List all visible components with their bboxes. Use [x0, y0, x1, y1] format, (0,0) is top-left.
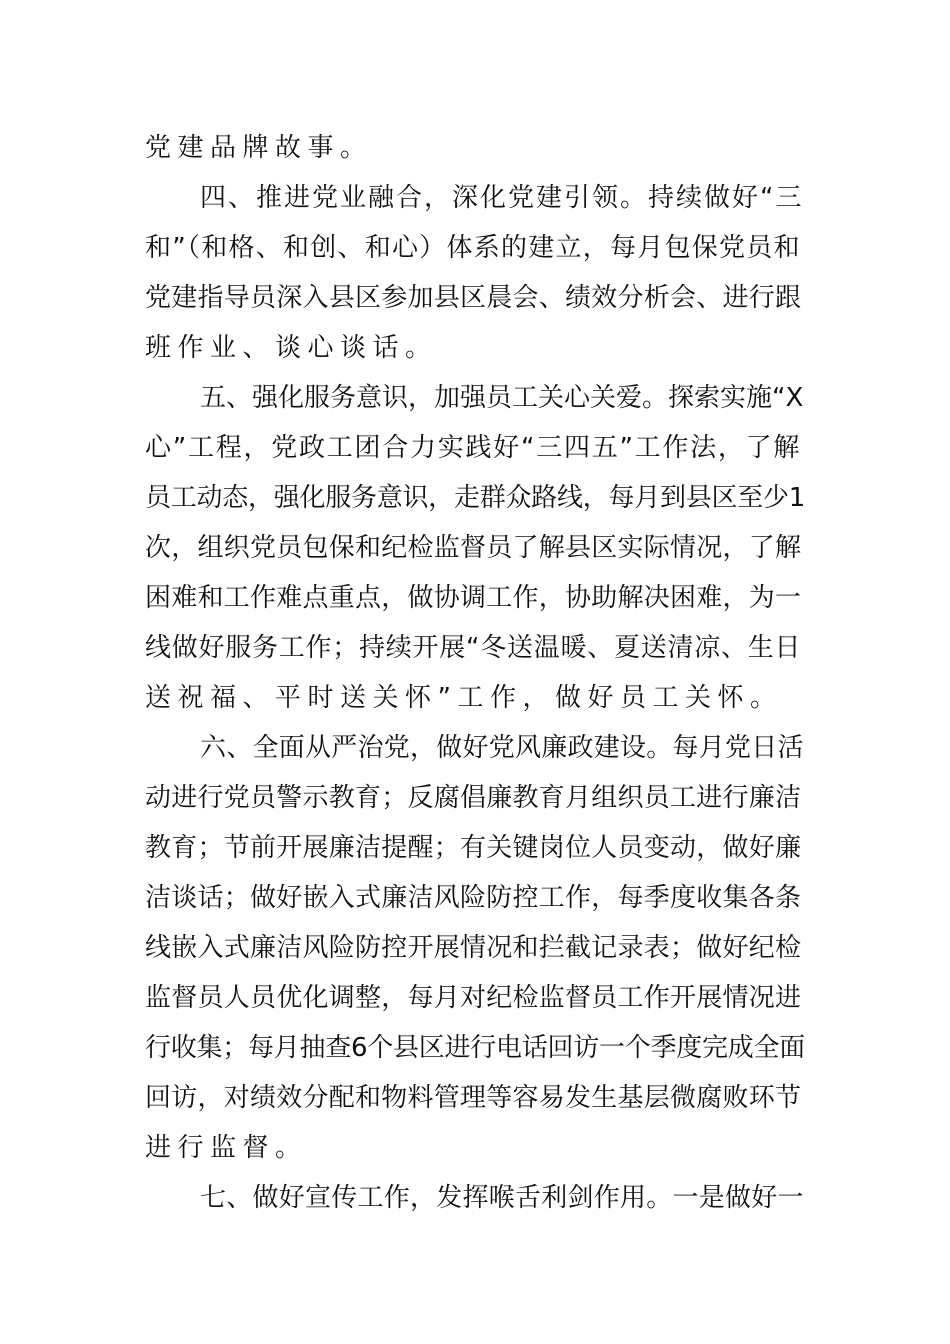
section-heading-line: 六、全面从严治党，做好党风廉政建设。每月党日活: [200, 733, 804, 763]
text-line: 监督员人员优化调整，每月对纪检监督员工作开展情况进: [145, 983, 802, 1013]
text-line: 和”（和格、和创、和心）体系的建立，每月包保党员和: [145, 233, 801, 263]
text-line: 线做好服务工作；持续开展“冬送温暖、夏送清凉、生日: [145, 633, 802, 663]
text-line: 党建指导员深入县区参加县区晨会、绩效分析会、进行跟: [145, 283, 802, 313]
text-line: 心”工程，党政工团合力实践好“三四五”工作法，了解: [145, 433, 802, 463]
text-line: 送祝福、平时送关怀”工作，做好员工关怀。: [145, 683, 783, 713]
text-line: 党建品牌故事。: [145, 133, 373, 163]
text-line: 线嵌入式廉洁风险防控开展情况和拦截记录表；做好纪检: [145, 933, 802, 963]
text-line: 教育；节前开展廉洁提醒；有关键岗位人员变动，做好廉: [145, 833, 802, 863]
text-line: 班作业、谈心谈话。: [145, 333, 438, 363]
text-line: 进行监督。: [145, 1133, 308, 1163]
text-line: 行收集；每月抽查6个县区进行电话回访一个季度完成全面: [145, 1033, 806, 1063]
text-line: 洁谈话；做好嵌入式廉洁风险防控工作，每季度收集各条: [145, 883, 802, 913]
text-line: 员工动态，强化服务意识，走群众路线，每月到县区至少1: [145, 483, 806, 513]
section-heading-line: 四、推进党业融合，深化党建引领。持续做好“三: [200, 183, 804, 213]
section-heading-line: 七、做好宣传工作，发挥喉舌利剑作用。一是做好一: [200, 1183, 804, 1213]
text-line: 次，组织党员包保和纪检监督员了解县区实际情况，了解: [145, 533, 802, 563]
text-line: 困难和工作难点重点，做协调工作，协助解决困难，为一: [145, 583, 802, 613]
text-line: 动进行党员警示教育；反腐倡廉教育月组织员工进行廉洁: [145, 783, 802, 813]
section-heading-line: 五、强化服务意识，加强员工关心关爱。探索实施“X: [200, 383, 804, 413]
text-line: 回访，对绩效分配和物料管理等容易发生基层微腐败环节: [145, 1083, 802, 1113]
